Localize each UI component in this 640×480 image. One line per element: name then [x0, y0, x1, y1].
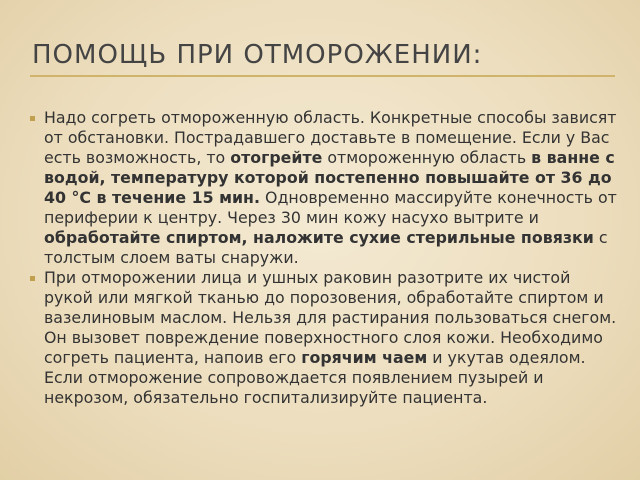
paragraph-bold-text: обработайте спиртом, наложите сухие стерильные повязки	[44, 228, 594, 247]
bullet-paragraph-1	[44, 108, 624, 268]
slide-title: ПОМОЩЬ ПРИ ОТМОРОЖЕНИИ:	[32, 40, 483, 70]
paragraph-text: и укутав одеялом. Если отморожение сопровождается появлением пузырей и некрозом, обязательно госпитализируйте пациента.	[44, 348, 586, 407]
paragraph-bold-text: горячим чаем	[301, 348, 428, 367]
paragraph-text: При отморожении лица и ушных раковин разотрите их чистой рукой или мягкой тканью до порозовения, обработайте спиртом и вазелиновым маслом. Нельзя для растирания пользоваться снегом. Он вызовет повреждение поверхностного слоя кожи. Необходимо согреть пациента, напоив его	[44, 268, 617, 367]
bullet-paragraph-2	[44, 268, 624, 408]
paragraph-text: с толстым слоем ваты снаружи.	[44, 228, 608, 267]
paragraph-bold-text: отогрейте	[230, 148, 323, 167]
slide-body	[44, 108, 624, 408]
paragraph-text: отмороженную область	[322, 148, 532, 167]
paragraph-bold-text: в ванне с водой, температуру которой постепенно повышайте от 36 до 40 °С в течение 15 мин.	[44, 148, 615, 207]
paragraph-text: Одновременно массируйте конечность от периферии к центру. Через 30 мин кожу насухо вытрите и	[44, 188, 617, 227]
title-divider	[30, 75, 615, 77]
bullet-square-icon	[30, 276, 35, 281]
paragraph-text: Надо согреть отмороженную область. Конкретные способы зависят от обстановки. Пострадавшего доставьте в помещение. Если у Вас есть возможность, то	[44, 108, 617, 167]
bullet-square-icon	[30, 116, 35, 121]
